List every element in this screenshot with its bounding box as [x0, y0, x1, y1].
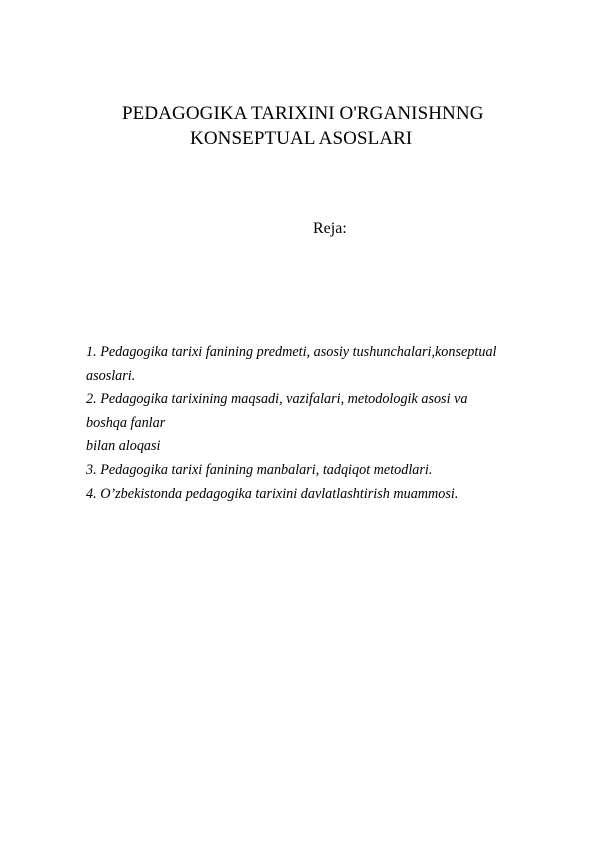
plan-line: bilan aloqasi: [86, 438, 161, 455]
plan-line: asoslari.: [86, 367, 136, 384]
plan-line: 1. Pedagogika tarixi fanining predmeti, asosiy tushunchalari,konseptual: [86, 344, 497, 360]
plan-line: 4. O’zbekistonda pedagogika tarixini davlatlashtirish muammosi.: [86, 485, 459, 502]
plan-line: 2. Pedagogika tarixining maqsadi, vazifalari, metodologik asosi va: [86, 391, 468, 408]
document-title-line-2: KONSEPTUAL ASOSLARI: [190, 128, 413, 149]
plan-line: 3. Pedagogika tarixi fanining manbalari, tadqiqot metodlari.: [86, 461, 433, 478]
plan-list: [86, 341, 556, 506]
document-title-line-1: PEDAGOGIKA TARIXINI O'RGANISHNNG: [122, 103, 484, 124]
plan-line: boshqa fanlar: [86, 414, 166, 431]
plan-heading: Reja:: [313, 220, 347, 237]
